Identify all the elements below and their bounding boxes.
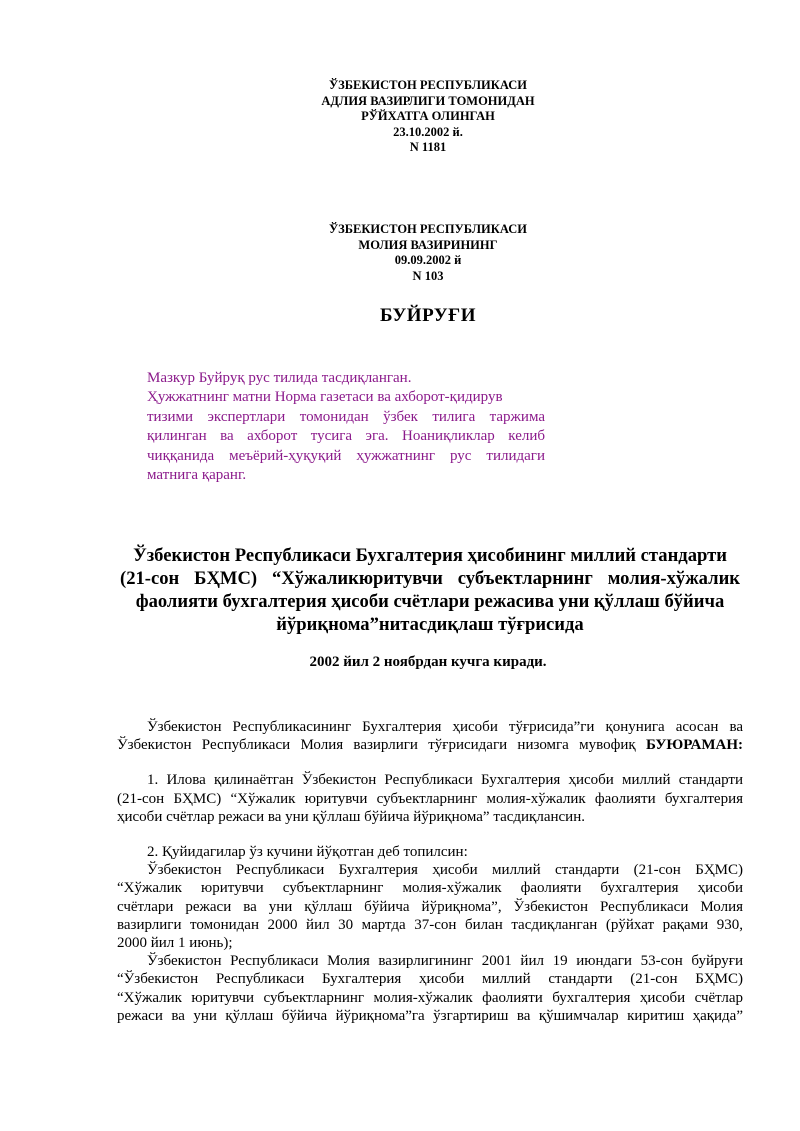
body-line: счётлари режаси ва уни қўллаш бўйича йўриқнома”, Ўзбекистон Республикаси Молия bbox=[117, 898, 743, 915]
document-title-line: йўриқнома”нитасдиқлаш тўғрисида bbox=[276, 614, 584, 635]
body-line: Ўзбекистон Республикаси Молия вазирлигининг 2001 йил 19 июндаги 53-сон буйруғи bbox=[147, 953, 743, 970]
document-title bbox=[120, 544, 740, 636]
body-line: 1. Илова қилинаётган Ўзбекистон Республикаси Бухгалтерия ҳисоби миллий стандарти bbox=[147, 772, 743, 789]
ministry-date: 09.09.2002 й bbox=[394, 253, 462, 267]
document-title-line: фаолияти бухгалтерия ҳисоби счётлари режасива уни қўллаш бўйича bbox=[135, 591, 725, 612]
registration-line-3: РЎЙХАТГА ОЛИНГАН bbox=[361, 109, 495, 123]
paragraph-preamble bbox=[117, 718, 743, 754]
registration-stamp bbox=[0, 78, 800, 156]
order-title: БУЙРУҒИ bbox=[379, 305, 477, 326]
ministry-line-1: ЎЗБЕКИСТОН РЕСПУБЛИКАСИ bbox=[328, 222, 528, 236]
note-line: тизими экспертлари томонидан ўзбек тилига таржима bbox=[147, 408, 545, 425]
ministry-number: N 103 bbox=[412, 268, 444, 283]
registration-line-1: ЎЗБЕКИСТОН РЕСПУБЛИКАСИ bbox=[328, 78, 528, 92]
note-line: қилинган ва ахборот тусига эга. Ноаниқликлар келиб bbox=[147, 428, 545, 445]
ministry-line-2: МОЛИЯ ВАЗИРИНИНГ bbox=[358, 237, 498, 252]
body-line: 2. Қуйидагилар ўз кучини йўқотган деб топилсин: bbox=[147, 844, 468, 861]
note-line: матнига қаранг. bbox=[147, 467, 247, 484]
document-body bbox=[117, 718, 743, 1025]
body-line: (21-сон БҲМС) “Хўжалик юритувчи субъектларнинг молия-хўжалик фаолияти бухгалтерия bbox=[117, 790, 743, 807]
translation-note bbox=[147, 369, 545, 485]
body-line: “Ўзбекистон Республикаси Бухгалтерия ҳисоби миллий стандарти (21-сон БҲМС) bbox=[117, 971, 743, 988]
note-line: Мазкур Буйруқ рус тилида тасдиқланган. bbox=[147, 370, 412, 386]
note-line: Ҳужжатнинг матни Норма газетаси ва ахборот-қидирув bbox=[147, 389, 503, 406]
body-line bbox=[117, 736, 743, 754]
body-line: Ўзбекистон Республикасининг Бухгалтерия ҳисоби тўғрисида”ги қонунига асосан ва bbox=[147, 719, 743, 735]
decree-keyword: БУЮРАМАН: bbox=[645, 737, 743, 754]
paragraph-2 bbox=[117, 843, 743, 1025]
registration-number: N 1181 bbox=[409, 140, 447, 154]
body-line: “Хўжалик юритувчи субъектларнинг молия-хўжалик фаолияти бухгалтерия ҳисоби счётлар bbox=[117, 989, 743, 1006]
document-title-line: (21-сон БҲМС) “Хўжаликюритувчи субъектларнинг молия-хўжалик bbox=[120, 568, 740, 589]
body-line: режаси ва уни қўллаш бўйича йўриқнома”га ўзгартириш ва қўшимчалар киритиш ҳақида” bbox=[117, 1007, 743, 1024]
ministry-header bbox=[0, 222, 800, 284]
body-line: вазирлиги томонидан 2000 йил 30 мартда 37-сон билан тасдиқланган (рўйхат рақами 930, bbox=[117, 916, 743, 933]
body-line: “Хўжалик юритувчи субъектларнинг молия-хўжалик фаолияти бухгалтерия ҳисоби bbox=[117, 880, 743, 897]
registration-line-2: АДЛИЯ ВАЗИРЛИГИ ТОМОНИДАН bbox=[321, 93, 535, 108]
paragraph-1 bbox=[117, 771, 743, 826]
preamble-text: Ўзбекистон Республикаси Молия вазирлиги тўғрисидаги низомга мувофиқ bbox=[117, 737, 636, 754]
body-line: Ўзбекистон Республикаси Бухгалтерия ҳисоби миллий стандарти (21-сон БҲМС) bbox=[147, 862, 743, 879]
document-title-line: Ўзбекистон Республикаси Бухгалтерия ҳисобининг миллий стандарти bbox=[133, 545, 727, 566]
registration-date: 23.10.2002 й. bbox=[393, 124, 463, 139]
body-line: ҳисоби счётлар режаси ва уни қўллаш бўйича йўриқнома” тасдиқлансин. bbox=[117, 808, 585, 825]
effective-date: 2002 йил 2 ноябрдан кучга киради. bbox=[309, 654, 547, 670]
body-line: 2000 йил 1 июнь); bbox=[117, 935, 233, 952]
note-line: чиққанида меъёрий-ҳуқуқий ҳужжатнинг рус тилидаги bbox=[147, 447, 545, 464]
